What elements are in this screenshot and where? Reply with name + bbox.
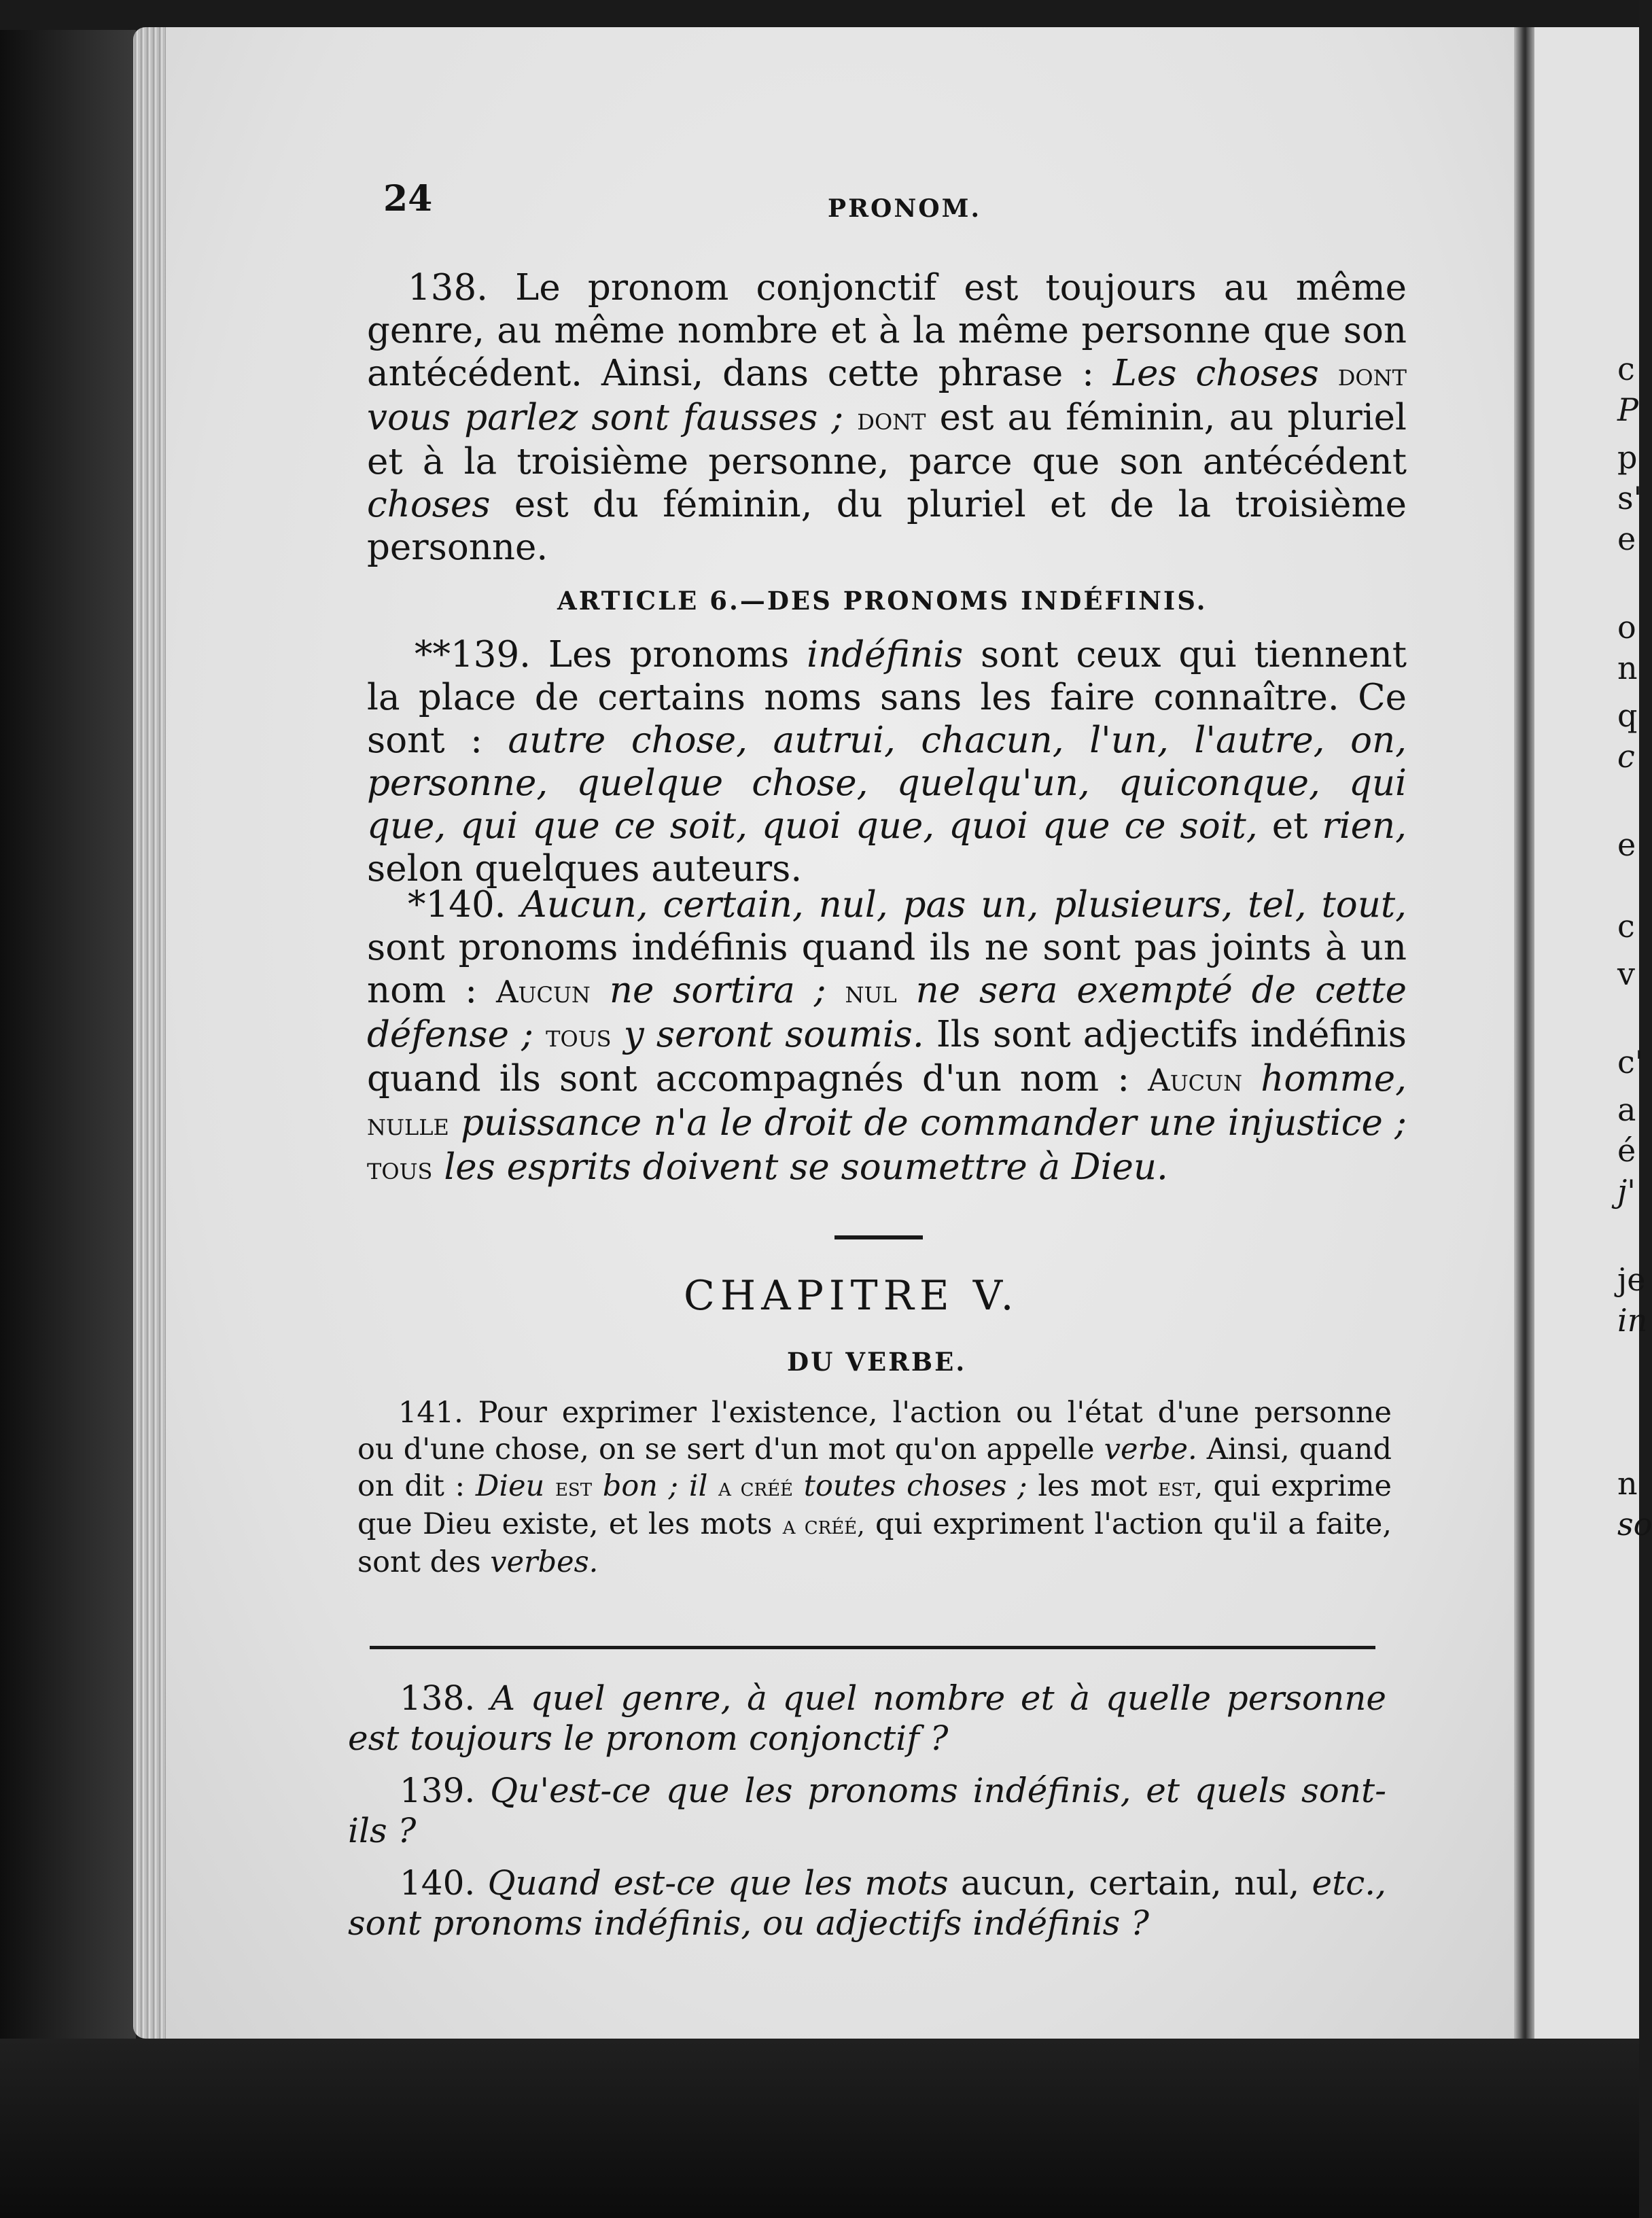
facing-fragment: n	[1617, 650, 1638, 686]
example-text: y seront soumis.	[611, 1014, 924, 1055]
question-number: 140.	[400, 1863, 476, 1903]
question-text: etc.,	[1312, 1863, 1386, 1903]
paragraph-139	[367, 633, 1407, 890]
paragraph-text: qui expriment l'action qu'il a faite, sont des	[357, 1507, 1392, 1579]
example-keyword: est	[555, 1473, 593, 1502]
facing-fragment: je	[1617, 1261, 1646, 1298]
chapter-subtitle: DU VERBE.	[787, 1347, 967, 1377]
paragraph-number: 138.	[408, 267, 489, 309]
section-divider	[834, 1235, 923, 1239]
paragraph-text: Le pronom conjonctif est toujours au même genre, au même nombre et à la même personne que son antécédent. Ainsi, dans cette phrase :	[367, 267, 1407, 394]
example-text: verbes.	[490, 1545, 599, 1579]
facing-fragment: e	[1617, 521, 1636, 557]
example-text: autre chose, autrui, chacun, l'un, l'autre, on, personne, quelque chose, quelqu'un, quiconque, qui que, qui que ce soit, quoi que, quoi que ce soit,	[367, 720, 1407, 847]
example-text: rien,	[1322, 805, 1407, 847]
question-text: sont pronoms indéfinis, ou adjectifs indéfinis ?	[348, 1903, 1149, 1943]
facing-fragment: c	[1617, 351, 1635, 387]
chapter-title: CHAPITRE V.	[684, 1272, 1019, 1320]
example-keyword: tous	[546, 1018, 612, 1054]
example-text: ne sera exempté de cette défense ;	[367, 970, 1407, 1055]
facing-fragment: c'	[1617, 1044, 1644, 1080]
question-number: 139.	[400, 1771, 476, 1810]
facing-fragment: c	[1617, 738, 1635, 775]
example-keyword: Aucun	[495, 974, 591, 1010]
question-keywords: aucun, certain, nul,	[960, 1863, 1300, 1903]
example-keyword: a créé,	[782, 1511, 865, 1540]
questions-divider	[370, 1646, 1375, 1649]
example-text: Les choses	[1112, 353, 1319, 394]
example-keyword: tous	[367, 1150, 433, 1186]
scan-background-left	[0, 0, 136, 2218]
paragraph-text: sont pronoms indéfinis quand ils ne sont pas joints à un nom :	[367, 927, 1407, 1011]
example-text: indéfinis	[807, 634, 964, 675]
paragraph-text: Pour exprimer l'existence, l'action ou l'état d'une personne ou d'une chose, on se sert d'un mot qu'on appelle	[357, 1396, 1392, 1466]
example-text: vous parlez sont fausses ;	[367, 397, 844, 438]
paragraph-text: Ils sont adjectifs indéfinis quand ils sont accompagnés d'un nom :	[367, 1014, 1407, 1099]
example-text: Dieu	[475, 1469, 545, 1503]
example-text: homme,	[1242, 1058, 1407, 1099]
example-text: verbe.	[1104, 1432, 1197, 1466]
facing-fragment: n	[1617, 1465, 1638, 1502]
paragraph-number: 141.	[398, 1396, 463, 1430]
paragraph-number: **139.	[415, 634, 531, 675]
example-keyword: nulle	[367, 1106, 449, 1142]
paragraph-138	[367, 266, 1407, 569]
paragraph-text: selon quelques auteurs.	[367, 848, 803, 890]
paragraph-text: qui exprime que Dieu existe, et les mots	[357, 1469, 1392, 1541]
example-keyword: nul	[845, 974, 897, 1010]
example-text: bon ; il	[592, 1469, 719, 1503]
facing-page	[1534, 27, 1652, 2039]
question-number: 138.	[400, 1678, 476, 1718]
example-text: ne sortira ;	[590, 970, 845, 1011]
scan-background-bottom	[0, 2039, 1639, 2218]
facing-fragment: v	[1617, 955, 1635, 992]
facing-fragment: P	[1617, 391, 1638, 428]
example-keyword: a créé	[718, 1473, 794, 1502]
example-keyword: Aucun	[1148, 1062, 1243, 1098]
paragraph-text: les mot	[1027, 1469, 1159, 1503]
paragraph-number: *140.	[408, 884, 506, 926]
facing-fragment: a	[1617, 1091, 1636, 1128]
paragraph-text: Ainsi, quand on dit :	[357, 1432, 1392, 1503]
example-text: toutes choses ;	[793, 1469, 1027, 1503]
example-text: les esprits doivent se soumettre à Dieu.	[432, 1146, 1168, 1188]
example-keyword: dont	[1337, 357, 1407, 393]
running-head: PRONOM.	[828, 194, 981, 223]
example-text: Aucun, certain, nul, pas un, plusieurs, tel, tout,	[521, 884, 1407, 926]
example-keyword: dont	[857, 401, 926, 437]
article-heading: ARTICLE 6.—DES PRONOMS INDÉFINIS.	[557, 586, 1208, 616]
paragraph-text: et	[1257, 805, 1322, 847]
scan-background-top	[0, 0, 1639, 30]
facing-fragment: c	[1617, 908, 1635, 945]
question-138	[348, 1678, 1386, 1759]
facing-fragment: j'	[1617, 1173, 1636, 1210]
example-keyword: est,	[1158, 1473, 1203, 1502]
question-140	[348, 1863, 1386, 1943]
question-text: A quel genre, à quel nombre et à quelle personne est toujours le pronom conjonctif ?	[348, 1678, 1386, 1758]
paragraph-text: est du féminin, du pluriel et de la troisième personne.	[367, 484, 1407, 568]
example-text: choses	[367, 484, 491, 525]
example-text: puissance n'a le droit de commander une injustice ;	[449, 1102, 1407, 1144]
facing-fragment: p	[1617, 439, 1638, 476]
question-text: Qu'est-ce que les pronoms indéfinis, et quels sont-ils ?	[348, 1771, 1386, 1850]
facing-fragment: é	[1617, 1132, 1636, 1169]
facing-fragment: q	[1617, 697, 1638, 734]
paragraph-text: Les pronoms	[548, 634, 807, 675]
paragraph-140	[367, 883, 1407, 1190]
facing-fragment: so	[1617, 1506, 1652, 1543]
paragraph-text: sont ceux qui tiennent la place de certains noms sans les faire connaître. Ce sont :	[367, 634, 1407, 761]
facing-fragment: s'	[1617, 480, 1642, 516]
facing-fragment: e	[1617, 826, 1636, 863]
book-gutter	[1514, 27, 1534, 2039]
paragraph-141	[357, 1394, 1392, 1581]
page-number: 24	[383, 178, 433, 219]
question-text: Quand est-ce que les mots	[487, 1863, 961, 1903]
paragraph-text: est au féminin, au pluriel et à la troisième personne, parce que son antécédent	[367, 397, 1407, 482]
question-139	[348, 1771, 1386, 1851]
facing-fragment: in	[1617, 1302, 1648, 1339]
facing-fragment: o	[1617, 609, 1636, 646]
